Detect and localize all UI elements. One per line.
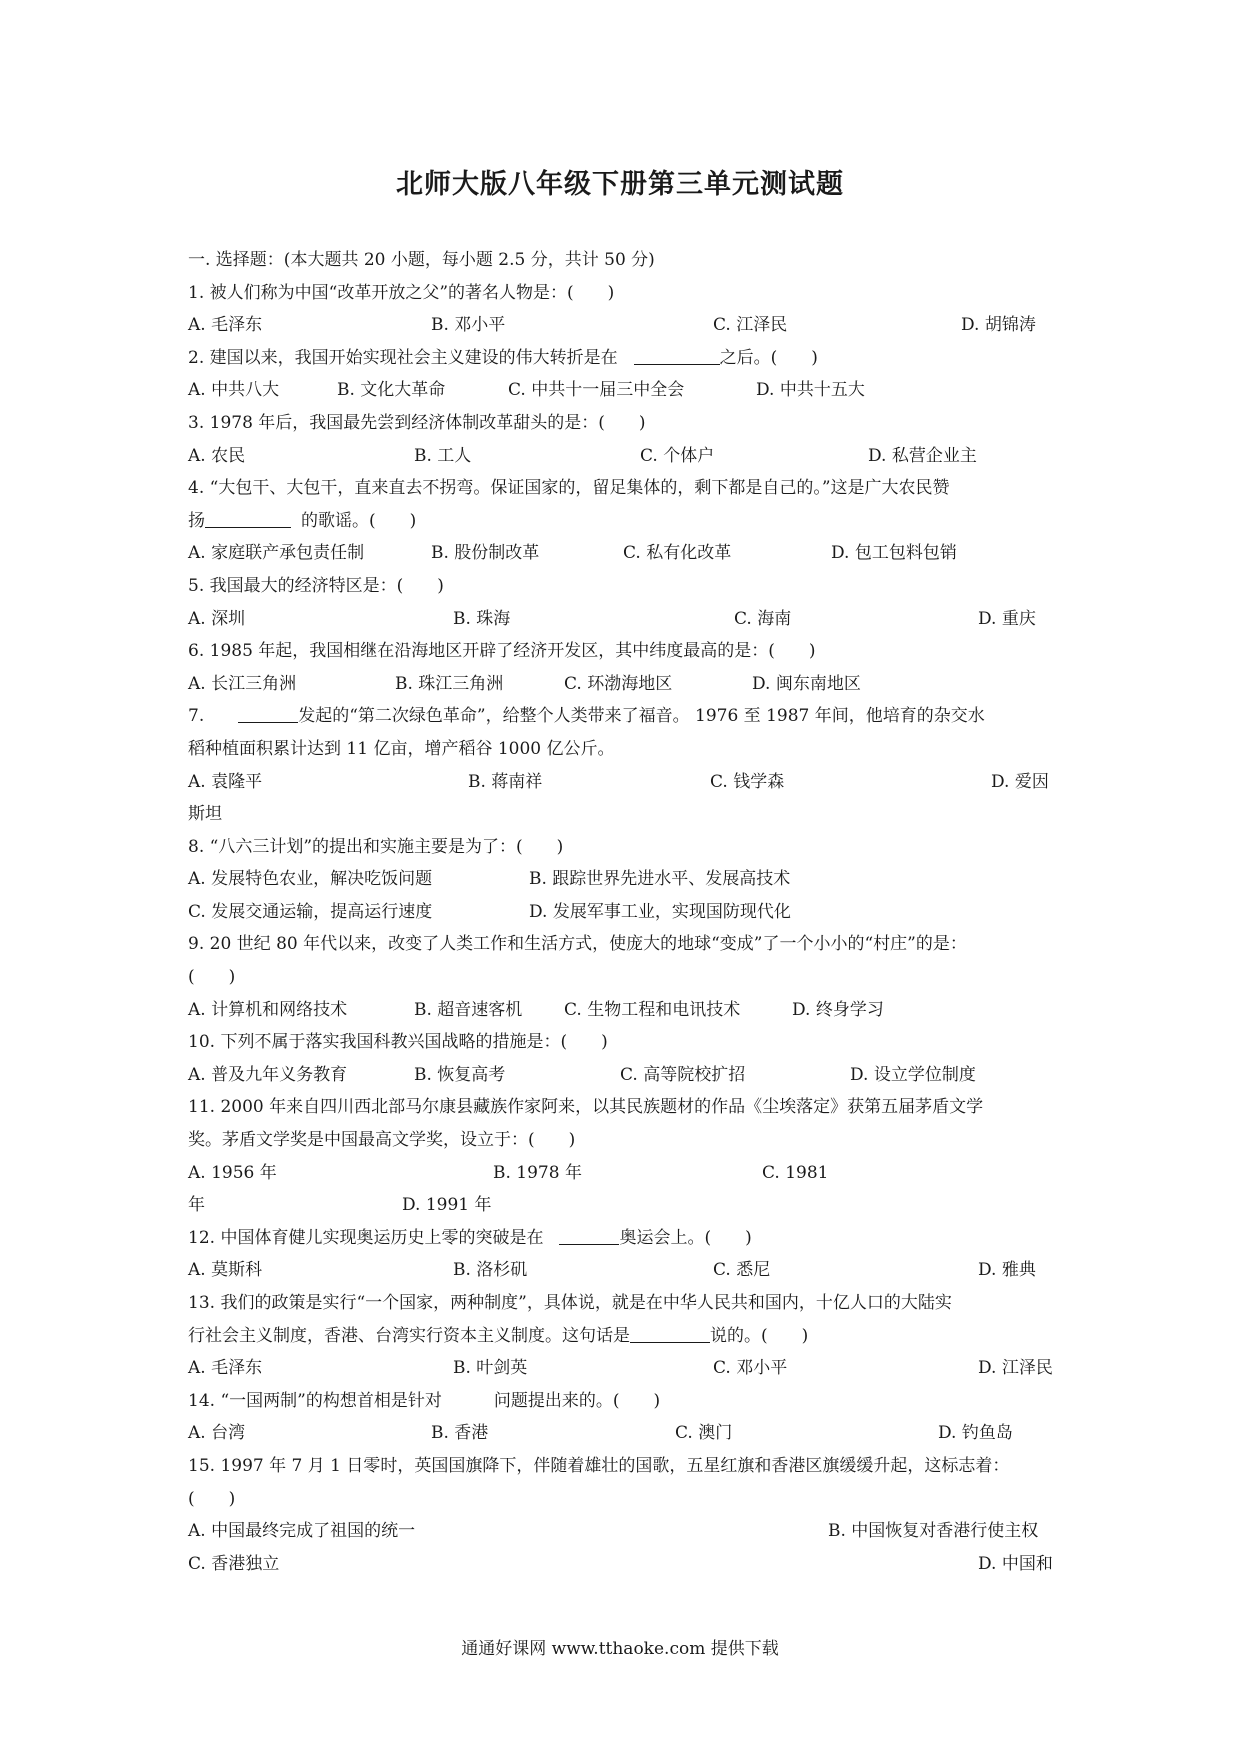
option-d: D. 钓鱼岛 bbox=[938, 1423, 1013, 1444]
question-text-part: 7. bbox=[188, 706, 205, 727]
question-text-part: 2. 建国以来，我国开始实现社会主义建设的伟大转折是在 bbox=[188, 347, 618, 368]
options-row bbox=[188, 309, 1058, 342]
option-c: C. 发展交通运输，提高运行速度 bbox=[188, 901, 433, 922]
question-text: 1. 被人们称为中国“改革开放之父”的著名人物是：( ) bbox=[188, 282, 615, 303]
option-b: B. 工人 bbox=[414, 445, 472, 466]
option-a: A. 普及九年义务教育 bbox=[188, 1064, 348, 1085]
page-title: 北师大版八年级下册第三单元测试题 bbox=[396, 169, 844, 200]
option-a: A. 农民 bbox=[188, 445, 246, 466]
option-b: B. 1978 年 bbox=[493, 1162, 582, 1183]
option-d: D. 发展军事工业，实现国防现代化 bbox=[529, 901, 791, 922]
option-a: A. 莫斯科 bbox=[188, 1260, 263, 1281]
option-c: C. 海南 bbox=[734, 608, 792, 629]
question-text: ( ) bbox=[188, 1488, 236, 1509]
option-b: B. 香港 bbox=[431, 1423, 489, 1444]
options-row bbox=[188, 896, 1058, 929]
option-a: A. 发展特色农业，解决吃饭问题 bbox=[188, 869, 433, 890]
question-text-part: 之后。( ) bbox=[719, 347, 818, 368]
question-text-part: 奥运会上。( ) bbox=[619, 1227, 752, 1248]
options-row bbox=[188, 1352, 1058, 1385]
option-a: A. 中共八大 bbox=[188, 380, 280, 401]
question-text bbox=[188, 1222, 1058, 1255]
option-a: A. 计算机和网络技术 bbox=[188, 999, 348, 1020]
option-c: C. 中共十一届三中全会 bbox=[508, 380, 685, 401]
options-row bbox=[188, 440, 1058, 473]
question-text bbox=[188, 342, 1058, 375]
option-d: D. 中国和 bbox=[978, 1553, 1053, 1574]
option-b: B. 恢复高考 bbox=[414, 1064, 506, 1085]
option-d: D. 闽东南地区 bbox=[752, 673, 861, 694]
option-wrap: 年 bbox=[188, 1195, 205, 1216]
option-b: B. 股份制改革 bbox=[431, 543, 540, 564]
download-footer: 通通好课网 www.tthaoke.com 提供下载 bbox=[461, 1639, 779, 1659]
option-b: B. 蒋南祥 bbox=[468, 771, 543, 792]
question-text bbox=[188, 1320, 1058, 1353]
options-row bbox=[188, 1157, 1058, 1190]
question-text: 8. “八六三计划”的提出和实施主要是为了：( ) bbox=[188, 836, 564, 857]
option-a: A. 毛泽东 bbox=[188, 315, 263, 336]
question-text-part: 行社会主义制度，香港、台湾实行资本主义制度。这句话是 bbox=[188, 1325, 630, 1346]
option-wrap: 斯坦 bbox=[188, 804, 222, 825]
options-row bbox=[188, 374, 1058, 407]
option-a: A. 长江三角洲 bbox=[188, 673, 297, 694]
option-d: D. 爱因 bbox=[991, 771, 1049, 792]
question-text: 奖。茅盾文学奖是中国最高文学奖，设立于：( ) bbox=[188, 1130, 576, 1151]
question-text: 10. 下列不属于落实我国科教兴国战略的措施是：( ) bbox=[188, 1032, 608, 1053]
option-d: D. 重庆 bbox=[978, 608, 1036, 629]
options-row bbox=[188, 1254, 1058, 1287]
option-a: A. 台湾 bbox=[188, 1423, 246, 1444]
option-c: C. 个体户 bbox=[640, 445, 715, 466]
option-b: B. 跟踪世界先进水平、发展高技术 bbox=[529, 869, 791, 890]
option-d: D. 私营企业主 bbox=[868, 445, 977, 466]
option-d: D. 中共十五大 bbox=[756, 380, 865, 401]
option-b: B. 中国恢复对香港行使主权 bbox=[828, 1521, 1039, 1542]
options-row bbox=[188, 1417, 1058, 1450]
fill-blank bbox=[205, 509, 291, 528]
option-a: A. 深圳 bbox=[188, 608, 246, 629]
question-text-part: 发起的“第二次绿色革命”，给整个人类带来了福音。 1976 至 1987 年间，他培育的杂交水 bbox=[298, 706, 985, 727]
question-text: 6. 1985 年起，我国相继在沿海地区开辟了经济开发区，其中纬度最高的是：( ) bbox=[188, 641, 816, 662]
question-text bbox=[188, 505, 1058, 538]
options-row bbox=[188, 1059, 1058, 1092]
option-c: C. 钱学森 bbox=[710, 771, 785, 792]
option-c: C. 高等院校扩招 bbox=[620, 1064, 746, 1085]
option-a: A. 毛泽东 bbox=[188, 1358, 263, 1379]
question-text: 15. 1997 年 7 月 1 日零时，英国国旗降下，伴随着雄壮的国歌，五星红旗和香港区旗缓缓升起，这标志着： bbox=[188, 1455, 1010, 1476]
question-text: 5. 我国最大的经济特区是：( ) bbox=[188, 575, 444, 596]
option-c: C. 澳门 bbox=[675, 1423, 733, 1444]
options-row bbox=[188, 1189, 1058, 1222]
fill-blank bbox=[559, 1226, 619, 1245]
question-list bbox=[188, 244, 1058, 1580]
question-text: 11. 2000 年来自四川西北部马尔康县藏族作家阿来，以其民族题材的作品《尘埃落定》获第五届茅盾文学 bbox=[188, 1097, 984, 1118]
question-text-part: 14. “一国两制”的构想首相是针对 bbox=[188, 1390, 442, 1411]
option-d: D. 终身学习 bbox=[792, 999, 884, 1020]
option-d: D. 江泽民 bbox=[978, 1358, 1053, 1379]
option-b: B. 文化大革命 bbox=[337, 380, 446, 401]
option-c: C. 生物工程和电讯技术 bbox=[564, 999, 741, 1020]
option-b: B. 邓小平 bbox=[431, 315, 506, 336]
question-text: 13. 我们的政策是实行“一个国家，两种制度”，具体说，就是在中华人民共和国内，十亿人口的大陆实 bbox=[188, 1293, 952, 1313]
option-b: B. 珠海 bbox=[453, 608, 511, 629]
option-c: C. 环渤海地区 bbox=[564, 673, 673, 694]
question-text-part: 问题提出来的。( ) bbox=[493, 1390, 661, 1411]
option-b: B. 叶剑英 bbox=[453, 1358, 528, 1379]
option-c: C. 1981 bbox=[762, 1162, 829, 1183]
question-text: 4. “大包干、大包干，直来直去不拐弯。保证国家的，留足集体的，剩下都是自己的。”这是广大农民赞 bbox=[188, 478, 950, 499]
option-c: C. 邓小平 bbox=[713, 1358, 788, 1379]
section-heading: 一. 选择题：(本大题共 20 小题，每小题 2.5 分，共计 50 分) bbox=[188, 250, 655, 270]
question-text bbox=[188, 700, 1058, 733]
option-b: B. 超音速客机 bbox=[414, 999, 523, 1020]
option-d: D. 雅典 bbox=[978, 1260, 1036, 1281]
options-row bbox=[188, 994, 1058, 1027]
options-row bbox=[188, 668, 1058, 701]
question-text-part: 的歌谣。( ) bbox=[301, 510, 417, 531]
option-c: C. 香港独立 bbox=[188, 1553, 280, 1574]
question-text bbox=[188, 1385, 1058, 1418]
fill-blank bbox=[634, 346, 720, 365]
options-row bbox=[188, 1548, 1058, 1581]
option-c: C. 悉尼 bbox=[713, 1260, 771, 1281]
question-text-part: 12. 中国体育健儿实现奥运历史上零的突破是在 bbox=[188, 1227, 544, 1248]
question-text: ( ) bbox=[188, 967, 236, 988]
question-text-part: 扬 bbox=[188, 510, 205, 531]
option-d: D. 1991 年 bbox=[402, 1195, 492, 1216]
fill-blank bbox=[630, 1324, 710, 1343]
option-d: D. 包工包料包销 bbox=[831, 543, 957, 564]
option-d: D. 胡锦涛 bbox=[961, 315, 1036, 336]
options-row bbox=[188, 537, 1058, 570]
options-row bbox=[188, 603, 1058, 636]
question-text: 9. 20 世纪 80 年代以来，改变了人类工作和生活方式，使庞大的地球“变成”了一个小小的“村庄”的是： bbox=[188, 934, 967, 955]
question-text: 稻种植面积累计达到 11 亿亩，增产稻谷 1000 亿公斤。 bbox=[188, 738, 615, 759]
fill-blank bbox=[238, 704, 298, 723]
option-b: B. 洛杉矶 bbox=[453, 1260, 528, 1281]
options-row bbox=[188, 766, 1058, 799]
options-row bbox=[188, 863, 1058, 896]
option-a: A. 袁隆平 bbox=[188, 771, 263, 792]
option-b: B. 珠江三角洲 bbox=[395, 673, 504, 694]
option-a: A. 中国最终完成了祖国的统一 bbox=[188, 1521, 416, 1542]
question-text: 3. 1978 年后，我国最先尝到经济体制改革甜头的是：( ) bbox=[188, 412, 646, 433]
option-d: D. 设立学位制度 bbox=[850, 1064, 976, 1085]
option-c: C. 私有化改革 bbox=[623, 543, 732, 564]
option-a: A. 家庭联产承包责任制 bbox=[188, 543, 365, 564]
option-c: C. 江泽民 bbox=[713, 315, 788, 336]
option-a: A. 1956 年 bbox=[188, 1162, 277, 1183]
options-row bbox=[188, 1515, 1058, 1548]
question-text-part: 说的。( ) bbox=[710, 1325, 809, 1346]
